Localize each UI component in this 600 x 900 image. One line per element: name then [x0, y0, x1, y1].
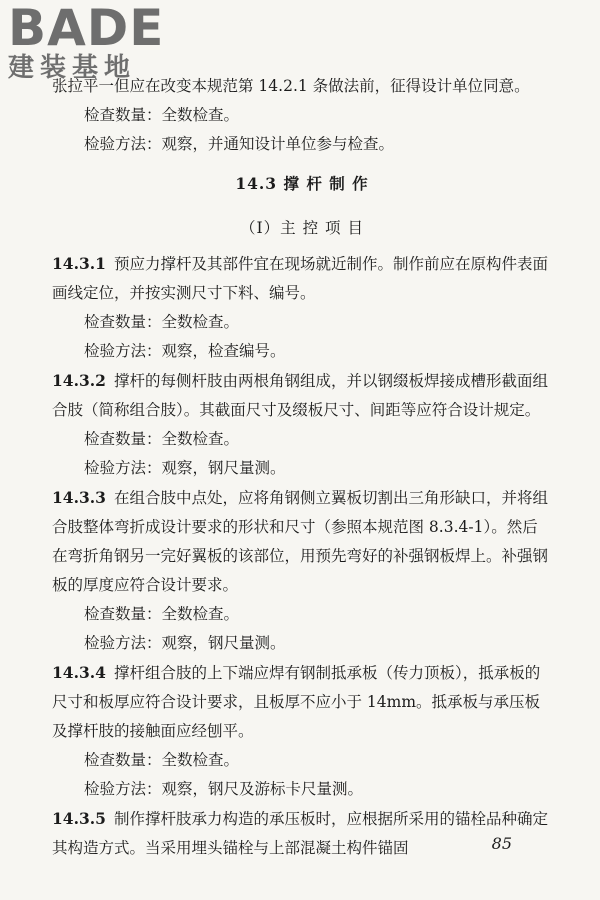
intro-text: 张拉平一但应在改变本规范第 14.2.1 条做法前，征得设计单位同意。 [52, 77, 530, 95]
page-body [52, 72, 552, 863]
clause-inspect: 检查数量：全数检查。 [84, 751, 240, 769]
logo-subtitle: 建装基地 [8, 53, 137, 83]
clause-number: 14.3.1 [52, 254, 106, 273]
clause-inspect: 检查数量：全数检查。 [84, 313, 240, 331]
clause-14-3-2 [52, 366, 552, 425]
clause-text: 预应力撑杆及其部件宜在现场就近制作。制作前应在原构件表面画线定位，并按实测尺寸下料、编号。 [52, 255, 548, 302]
clause-method: 检验方法：观察，钢尺及游标卡尺量测。 [84, 780, 364, 798]
logo-brand: BADE [8, 0, 165, 57]
clause-method: 检验方法：观察，检查编号。 [84, 342, 286, 360]
clause-method: 检验方法：观察，钢尺量测。 [84, 634, 286, 652]
clause-14-3-5 [52, 804, 552, 863]
clause-text: 撑杆的每侧杆肢由两根角钢组成，并以钢缀板焊接成槽形截面组合肢（简称组合肢）。其截面尺寸及缀板尺寸、间距等应符合设计规定。 [52, 372, 548, 419]
intro-method: 检验方法：观察，并通知设计单位参与检查。 [84, 135, 395, 153]
clause-number: 14.3.3 [52, 488, 106, 507]
subsection-title: （Ⅰ）主 控 项 目 [240, 219, 364, 237]
clause-number: 14.3.2 [52, 371, 106, 390]
clause-number: 14.3.5 [52, 809, 106, 828]
clause-14-3-3 [52, 483, 552, 600]
clause-text: 制作撑杆肢承力构造的承压板时，应根据所采用的锚栓品种确定其构造方式。当采用埋头锚栓与上部混凝土构件锚固 [52, 810, 548, 857]
clause-inspect: 检查数量：全数检查。 [84, 605, 240, 623]
clause-inspect: 检查数量：全数检查。 [84, 430, 240, 448]
section-title: 14.3 撑 杆 制 作 [235, 174, 369, 193]
clause-number: 14.3.4 [52, 663, 106, 682]
intro-inspect: 检查数量：全数检查。 [84, 106, 240, 124]
clause-14-3-4 [52, 658, 552, 746]
clause-method: 检验方法：观察，钢尺量测。 [84, 459, 286, 477]
clause-14-3-1 [52, 249, 552, 308]
clause-text: 撑杆组合肢的上下端应焊有钢制抵承板（传力顶板），抵承板的尺寸和板厚应符合设计要求，且板厚不应小于 14mm。抵承板与承压板及撑杆肢的接触面应经刨平。 [52, 664, 541, 740]
page-number: 85 [491, 834, 512, 853]
clause-text: 在组合肢中点处，应将角钢侧立翼板切割出三角形缺口，并将组合肢整体弯折成设计要求的形状和尺寸（参照本规范图 8.3.4-1）。然后在弯折角钢另一完好翼板的该部位，用预先弯好的补强钢板焊上。补强钢板的厚度应符合设计要求。 [52, 489, 549, 594]
